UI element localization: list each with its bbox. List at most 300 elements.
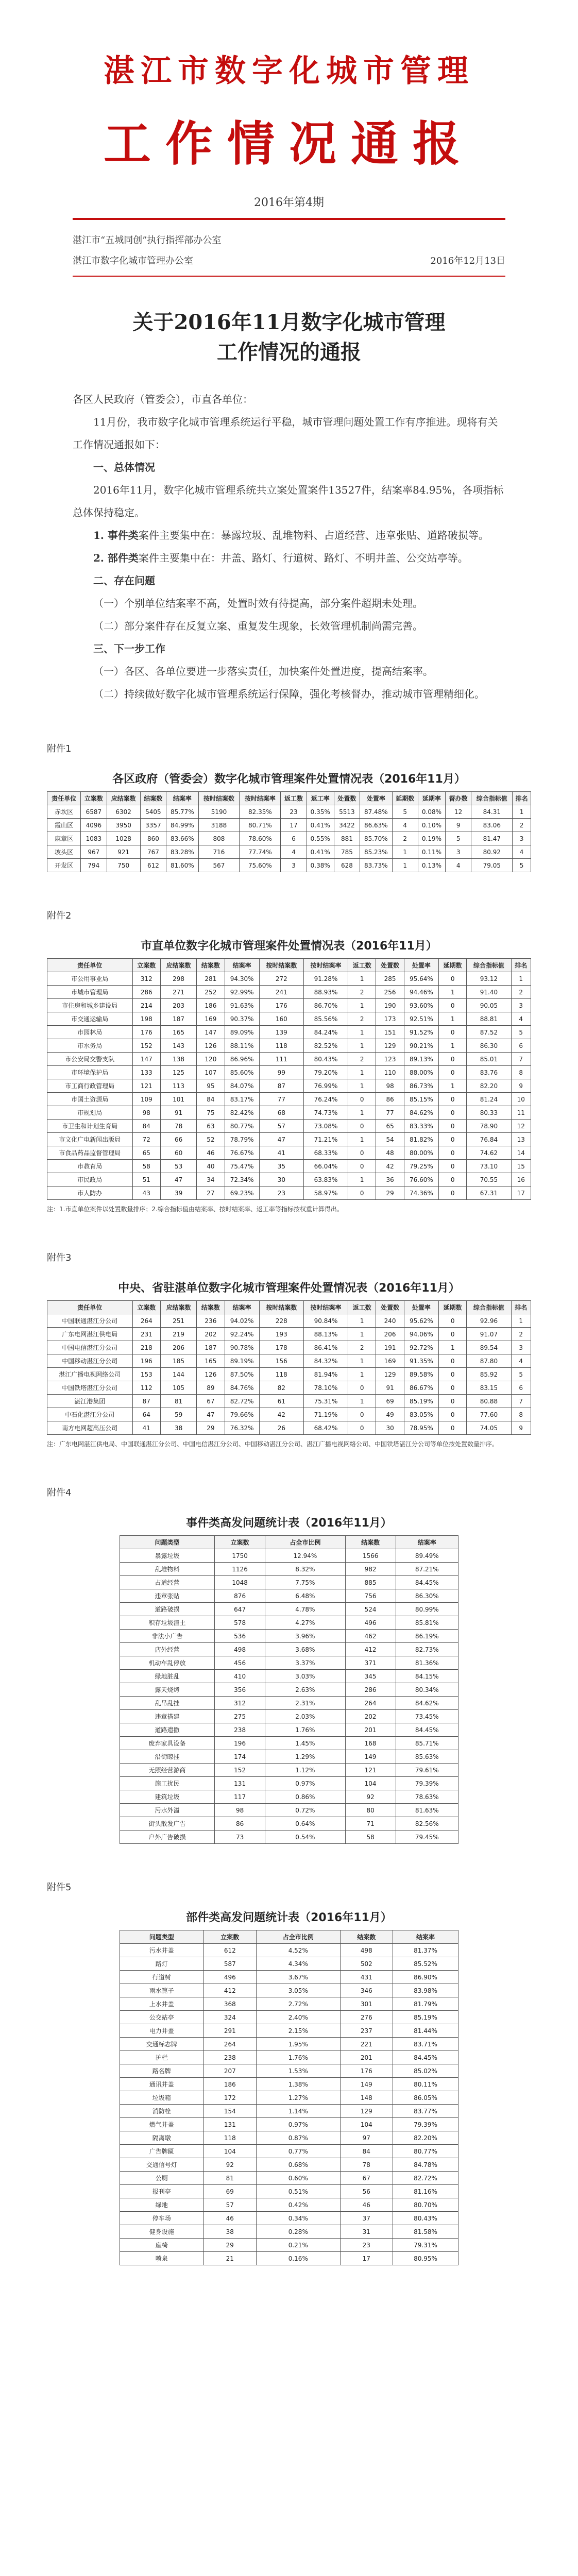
table-cell: 193 [259,1328,303,1341]
table-cell: 0 [439,1381,467,1395]
table-cell: 79.61% [396,1764,458,1777]
table-cell: 63 [197,1120,225,1133]
table-cell: 967 [81,845,107,859]
table-cell: 57 [203,2198,257,2212]
table-cell: 0 [439,1421,467,1435]
table-row [120,2172,458,2185]
table-cell: 298 [160,972,196,986]
table-cell: 84.15% [396,1670,458,1683]
table-cell: 35 [259,1160,303,1173]
table-cell: 0.51% [257,2185,341,2198]
column-header: 立案数 [81,792,107,805]
table-cell: 86.63% [360,819,392,832]
table-row [120,2239,458,2252]
table-cell: 1 [348,1173,376,1187]
table-cell: 13 [511,1133,531,1146]
table-cell: 201 [340,2051,393,2064]
table-cell: 152 [215,1764,265,1777]
table-cell: 38 [160,1421,196,1435]
table-cell: 82.42% [225,1106,259,1120]
column-header: 延期数 [439,1301,467,1314]
table-cell: 47 [160,1173,196,1187]
table-cell: 0.54% [265,1831,345,1844]
table-row [120,1777,458,1790]
table-cell: 0.60% [257,2172,341,2185]
table-cell: 8.32% [265,1563,345,1576]
table-cell: 173 [376,1012,404,1026]
meta-date: 2016年12月13日 [430,256,505,266]
table-cell: 83.33% [404,1120,438,1133]
table-cell: 81.60% [166,859,198,872]
table-cell: 3 [281,859,307,872]
table-cell: 785 [334,845,360,859]
table-cell: 94.30% [225,972,259,986]
table-cell: 82.56% [396,1817,458,1831]
table-cell: 施工扰民 [120,1777,215,1790]
table-cell: 186 [197,999,225,1012]
table-cell: 健身设施 [120,2225,204,2239]
table-cell: 1566 [345,1549,396,1563]
table-row [120,2105,458,2118]
table-cell: 75.31% [303,1395,348,1408]
table-cell: 南方电网超高压公司 [47,1421,133,1435]
table-cell: 5 [511,1368,531,1381]
table-cell: 921 [107,845,140,859]
table-cell: 10 [511,1093,531,1106]
table-cell: 91.28% [303,972,348,986]
table-cell: 264 [132,1314,160,1328]
appendix-4-title: 事件类高发问题统计表（2016年11月） [186,1517,392,1530]
table-cell: 1 [348,1395,376,1408]
table-cell: 256 [376,986,404,999]
table-cell: 中国电信湛江分公司 [47,1341,133,1354]
table-cell: 市教育局 [47,1160,133,1173]
table-cell: 无照经营游商 [120,1764,215,1777]
table-cell: 12 [511,1120,531,1133]
table-header-row [47,1301,531,1314]
table-cell: 机动车乱停放 [120,1656,215,1670]
table-cell: 0 [348,1408,376,1421]
table-cell: 118 [259,1368,303,1381]
table-cell: 1 [348,1368,376,1381]
table-cell: 129 [376,1039,404,1053]
table-row [120,1683,458,1697]
column-header: 结案率 [225,1301,259,1314]
appendix-5-table [120,1930,458,2265]
table-cell: 1126 [215,1563,265,1576]
table-cell: 6587 [81,805,107,819]
table-cell: 86.41% [303,1341,348,1354]
table-cell: 982 [345,1563,396,1576]
table-cell: 83.73% [360,859,392,872]
table-row [120,2091,458,2105]
table-cell: 202 [345,1710,396,1723]
table-cell: 85.01 [467,1053,511,1066]
table-cell: 121 [132,1079,160,1093]
table-cell: 48 [376,1146,404,1160]
table-cell: 133 [132,1066,160,1079]
table-cell: 67 [340,2172,393,2185]
meta-office: 湛江市数字化城市管理办公室 [73,256,193,266]
table-cell: 2 [348,1012,376,1026]
table-cell: 占道经营 [120,1576,215,1589]
table-cell: 90.78% [225,1341,259,1354]
table-cell: 8 [511,1066,531,1079]
table-row [120,1804,458,1817]
table-cell: 82.52% [303,1039,348,1053]
table-cell: 144 [160,1368,196,1381]
table-row [120,2198,458,2212]
table-row [120,1750,458,1764]
table-cell: 9 [511,1421,531,1435]
table-cell: 8 [511,1408,531,1421]
table-cell: 91 [160,1106,196,1120]
table-cell: 0.35% [307,805,334,819]
table-cell: 86 [215,1817,265,1831]
table-cell: 3 [513,832,531,845]
table-row [120,1984,458,1997]
table-cell: 0 [439,1066,467,1079]
table-cell: 30 [259,1173,303,1187]
table-cell: 85.19% [393,2011,458,2024]
table-row [120,2024,458,2038]
table-cell: 174 [215,1750,265,1764]
appendix-1-label: 附件1 [47,743,72,754]
table-cell: 285 [376,972,404,986]
table-cell: 26 [259,1421,303,1435]
table-row [47,1079,531,1093]
table-cell: 98 [215,1804,265,1817]
table-cell: 74.73% [303,1106,348,1120]
table-row [120,1737,458,1750]
table-cell: 82 [259,1381,303,1395]
table-cell: 市人防办 [47,1187,133,1200]
table-cell: 47 [197,1408,225,1421]
intro-paragraph: 11月份，我市数字化城市管理系统运行平稳，城市管理问题处置工作有序推进。现将有关工作情况通报如下： [73,416,498,451]
table-cell: 消防栓 [120,2105,204,2118]
table-row [120,1643,458,1656]
table-cell: 91.63% [225,999,259,1012]
column-header: 返工数 [348,1301,376,1314]
table-cell: 广东电网湛江供电局 [47,1328,133,1341]
table-cell: 66 [160,1133,196,1146]
table-cell: 5190 [198,805,240,819]
table-cell: 176 [259,999,303,1012]
table-row [120,1944,458,1957]
table-cell: 3357 [140,819,166,832]
table-cell: 1.95% [257,2038,341,2051]
table-cell: 291 [203,2024,257,2038]
table-cell: 6 [511,1381,531,1395]
table-cell: 86.70% [303,999,348,1012]
table-cell: 131 [203,2118,257,2131]
table-cell: 368 [203,1997,257,2011]
table-cell: 80.95% [393,2252,458,2265]
table-cell: 77.74% [240,845,281,859]
table-cell: 612 [203,1944,257,1957]
table-cell: 86.05% [393,2091,458,2105]
table-cell: 0 [348,1120,376,1133]
table-cell: 58 [132,1160,160,1173]
table-cell: 3.03% [265,1670,345,1683]
table-cell: 69 [203,2185,257,2198]
table-row [120,2131,458,2145]
table-row [47,1066,531,1079]
table-cell: 29 [197,1421,225,1435]
table-cell: 78 [160,1120,196,1133]
table-cell: 6302 [107,805,140,819]
table-cell: 53 [160,1160,196,1173]
column-header: 综合指标值 [471,792,513,805]
section-1-para-1: 2016年11月，数字化城市管理系统共立案处置案件13527件，结案率84.95%，各项指标总体保持稳定。 [73,484,504,519]
table-cell: 502 [340,1957,393,1971]
table-cell: 74.05 [467,1421,511,1435]
table-row [47,1368,531,1381]
table-cell: 14 [511,1146,531,1160]
table-cell: 1 [511,1314,531,1328]
table-cell: 4 [511,1012,531,1026]
table-cell: 89.49% [396,1549,458,1563]
table-cell: 市环境保护局 [47,1066,133,1079]
table-cell: 市住房和城乡建设局 [47,999,133,1012]
table-cell: 4.52% [257,1944,341,1957]
table-cell: 81.82% [404,1133,438,1146]
table-cell: 286 [132,986,160,999]
table-cell: 172 [203,2091,257,2105]
table-cell: 82.20 [467,1079,511,1093]
appendix-1 [47,770,531,872]
table-cell: 371 [345,1656,396,1670]
table-cell: 76.32% [225,1421,259,1435]
table-cell: 83.76 [467,1066,511,1079]
table-cell: 71.21% [303,1133,348,1146]
table-cell: 346 [340,1984,393,1997]
table-cell: 污水外溢 [120,1804,215,1817]
table-row [47,1314,531,1328]
table-cell: 79.25% [404,1160,438,1173]
table-cell: 431 [340,1971,393,1984]
table-cell: 456 [215,1656,265,1670]
table-cell: 88.00% [404,1066,438,1079]
table-cell: 非法小广告 [120,1630,215,1643]
column-header: 按时结案数 [259,959,303,972]
red-divider [73,218,505,220]
table-cell: 84.45% [393,2051,458,2064]
column-header: 结案率 [166,792,198,805]
table-cell: 85.15% [404,1093,438,1106]
table-cell: 79.39% [396,1777,458,1790]
table-cell: 90.21% [404,1039,438,1053]
table-cell: 149 [345,1750,396,1764]
table-cell: 2 [511,1328,531,1341]
table-cell: 74.36% [404,1187,438,1200]
section-1-para-2-text: 案件主要集中在：暴露垃圾、乱堆物料、占道经营、违章张贴、道路破损等。 [138,529,489,541]
table-cell: 29 [376,1187,404,1200]
column-header: 处置数 [334,792,360,805]
table-cell: 0 [439,1120,467,1133]
table-cell: 85.60% [225,1066,259,1079]
column-header: 占全市比例 [257,1930,341,1944]
doc-title-line2: 工作情况的通报 [217,340,361,364]
table-cell: 80.70% [393,2198,458,2212]
table-cell: 281 [197,972,225,986]
table-cell: 808 [198,832,240,845]
table-cell: 85.23% [360,845,392,859]
column-header: 占全市比例 [265,1536,345,1549]
table-cell: 1048 [215,1576,265,1589]
table-cell: 881 [334,832,360,845]
table-cell: 37 [340,2212,393,2225]
table-cell: 169 [197,1012,225,1026]
table-cell: 105 [160,1381,196,1395]
table-cell: 0.86% [265,1790,345,1804]
table-cell: 84.31 [471,805,513,819]
table-cell: 89.19% [225,1354,259,1368]
table-cell: 1.38% [257,2078,341,2091]
table-cell: 87.50% [225,1368,259,1381]
table-cell: 1 [439,1079,467,1093]
table-cell: 通讯井盖 [120,2078,204,2091]
table-cell: 市公安局交警支队 [47,1053,133,1066]
table-cell: 83.06 [471,819,513,832]
table-cell: 412 [345,1643,396,1656]
table-cell: 118 [259,1039,303,1053]
table-cell: 80.99% [396,1603,458,1616]
table-cell: 2 [348,1053,376,1066]
table-row [120,1697,458,1710]
table-row [47,1328,531,1341]
table-cell: 3 [511,1341,531,1354]
table-cell: 84.24% [303,1026,348,1039]
table-cell: 241 [259,986,303,999]
table-cell: 68 [259,1106,303,1120]
table-cell: 0.97% [265,1777,345,1790]
table-cell: 92 [203,2158,257,2172]
table-cell: 11 [511,1106,531,1120]
table-cell: 178 [259,1341,303,1354]
table-cell: 座椅 [120,2239,204,2252]
table-cell: 93.60% [404,999,438,1012]
table-cell: 中石化湛江分公司 [47,1408,133,1421]
table-cell: 43 [132,1187,160,1200]
table-cell: 1 [348,1328,376,1341]
appendix-2-title: 市直单位数字化城市管理案件处置情况表（2016年11月） [141,940,437,953]
table-cell: 47 [259,1133,303,1146]
table-cell: 暴露垃圾 [120,1549,215,1563]
table-cell: 电力井盖 [120,2024,204,2038]
table-cell: 60 [160,1146,196,1160]
table-cell: 198 [132,1012,160,1026]
table-cell: 81.63% [396,1804,458,1817]
table-cell: 户外广告破损 [120,1831,215,1844]
table-cell: 496 [203,1971,257,1984]
table-cell: 52 [197,1133,225,1146]
table-cell: 236 [197,1314,225,1328]
table-cell: 42 [376,1160,404,1173]
table-cell: 1.27% [257,2091,341,2105]
column-header: 返工数 [281,792,307,805]
table-cell: 54 [376,1133,404,1146]
table-cell: 462 [345,1630,396,1643]
table-cell: 126 [197,1368,225,1381]
column-header: 结案数 [345,1536,396,1549]
table-cell: 113 [160,1079,196,1093]
table-cell: 0 [348,1146,376,1160]
table-cell: 2.40% [257,2011,341,2024]
table-row [120,1723,458,1737]
appendix-3 [47,1279,531,1449]
table-cell: 80.88 [467,1395,511,1408]
appendix-3-note: 注：广东电网湛江供电局、中国联通湛江分公司、中国电信湛江分公司、中国移动湛江分公司、湛江广播电视网络公司、中国铁塔湛江分公司等单位按处置数量排序。 [47,1440,499,1448]
column-header: 处置率 [404,1301,438,1314]
table-cell: 73.08% [303,1120,348,1133]
table-cell: 3188 [198,819,240,832]
table-cell: 206 [160,1341,196,1354]
table-cell: 38 [203,2225,257,2239]
table-row [47,972,531,986]
table-cell: 271 [160,986,196,999]
column-header: 返工率 [307,792,334,805]
section-2-para-2: （二）部分案件存在反复立案、重复发生现象，长效管理机制尚需完善。 [93,620,423,632]
column-header: 问题类型 [120,1930,204,1944]
table-cell: 81.24 [467,1093,511,1106]
table-cell: 公厕 [120,2172,204,2185]
table-cell: 5 [513,859,531,872]
table-cell: 251 [160,1314,196,1328]
table-row [120,1603,458,1616]
table-cell: 78 [340,2158,393,2172]
doc-title-line1: 关于2016年11月数字化城市管理 [132,310,446,334]
table-row [47,986,531,999]
table-cell: 301 [340,1997,393,2011]
table-cell: 1 [392,859,418,872]
table-cell: 86.67% [404,1381,438,1395]
table-cell: 垃圾箱 [120,2091,204,2105]
table-cell: 85.56% [303,1012,348,1026]
table-cell: 272 [259,972,303,986]
table-cell: 83.05% [404,1408,438,1421]
table-cell: 107 [197,1066,225,1079]
issue-number: 2016年第4期 [254,196,324,209]
appendix-3-table [47,1300,531,1435]
table-cell: 2 [392,832,418,845]
table-cell: 护栏 [120,2051,204,2064]
table-cell: 2 [348,1341,376,1354]
table-cell: 0.38% [307,859,334,872]
table-cell: 0.72% [265,1804,345,1817]
table-cell: 违章张贴 [120,1589,215,1603]
table-cell: 21 [203,2252,257,2265]
table-cell: 乱堆物料 [120,1563,215,1576]
appendix-2-table [47,958,531,1200]
table-cell: 750 [107,859,140,872]
table-cell: 2 [348,986,376,999]
table-cell: 0.64% [265,1817,345,1831]
table-cell: 12.94% [265,1549,345,1563]
table-cell: 67.31 [467,1187,511,1200]
table-cell: 15 [511,1160,531,1173]
table-cell: 238 [215,1723,265,1737]
table-cell: 1 [439,1039,467,1053]
table-cell: 498 [340,1944,393,1957]
table-cell: 87.48% [360,805,392,819]
table-cell: 9 [445,819,471,832]
table-cell: 64 [132,1408,160,1421]
column-header: 综合指标值 [467,959,511,972]
table-cell: 187 [197,1341,225,1354]
column-header: 按时结案率 [240,792,281,805]
table-cell: 0 [348,1187,376,1200]
